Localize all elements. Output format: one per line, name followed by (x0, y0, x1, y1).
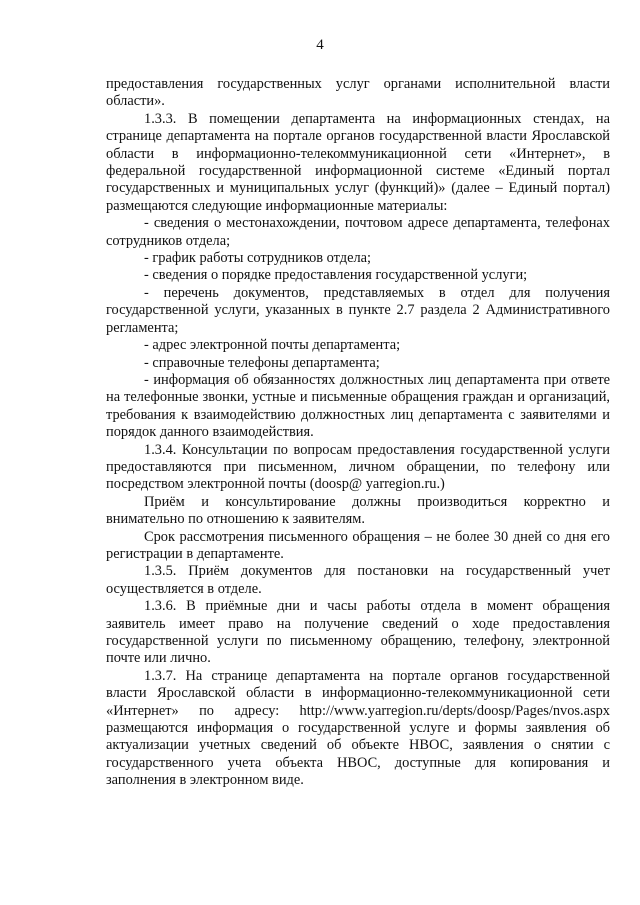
paragraph: предоставления государственных услуг органами исполнительной власти области». (106, 76, 610, 110)
paragraph: Приём и консультирование должны производиться корректно и внимательно по отношению к заявителям. (106, 493, 610, 528)
paragraph: 1.3.6. В приёмные дни и часы работы отдела в момент обращения заявитель имеет право на получение сведений о ходе предоставления государственной услуги по письменному обращению, телефону, электронной почте или лично. (106, 598, 610, 667)
list-item: - график работы сотрудников отдела; (144, 250, 372, 267)
paragraph: 1.3.5. Приём документов для постановки на государственный учет осуществляется в отделе. (106, 563, 610, 597)
paragraph: 1.3.7. На странице департамента на портале органов государственной власти Ярославской области в информационно-телекоммуникационной сети «Интернет» по адресу: http://www.yarregion.ru/depts/doosp/Pages/nvos.aspx размещаются информация о государственной услуге и формы заявления об актуализации учетных сведений об объекте НВОС, заявления о снятии с государственного учета объекта НВОС, доступные для копирования и заполнения в электронном виде. (106, 667, 610, 789)
list-item: - сведения о местонахождении, почтовом адресе департамента, телефонах сотрудников отдела; (106, 215, 610, 249)
paragraph: 1.3.3. В помещении департамента на информационных стендах, на странице департамента на портале органов государственной власти Ярославской области в информационно-телекоммуникационной сети «Интернет», в федеральной государственной информационной системе «Единый портал государственных и муниципальных услуг (функций)» (далее – Единый портал) размещаются следующие информационные материалы: (106, 110, 610, 214)
list-item: - перечень документов, представляемых в отдел для получения государственной услуги, указанных в пункте 2.7 раздела 2 Административного регламента; (106, 284, 610, 336)
list-item: - адрес электронной почты департамента; (144, 337, 401, 354)
list-item: - справочные телефоны департамента; (144, 354, 380, 371)
list-item: - информация об обязанностях должностных лиц департамента при ответе на телефонные звонки, устные и письменные обращения граждан и организаций, требования к взаимодействию должностных лиц департамента с заявителями и порядок данного взаимодействия. (106, 371, 610, 441)
document-body (106, 76, 610, 790)
paragraph: Срок рассмотрения письменного обращения – не более 30 дней со дня его регистрации в департаменте. (106, 528, 610, 562)
paragraph: 1.3.4. Консультации по вопросам предоставления государственной услуги предоставляются при письменном, личном обращении, по телефону или посредством электронной почты (doosp@ yarregion.ru.) (106, 441, 610, 493)
page-number: 4 (316, 37, 324, 53)
list-item: - сведения о порядке предоставления государственной услуги; (144, 267, 528, 284)
